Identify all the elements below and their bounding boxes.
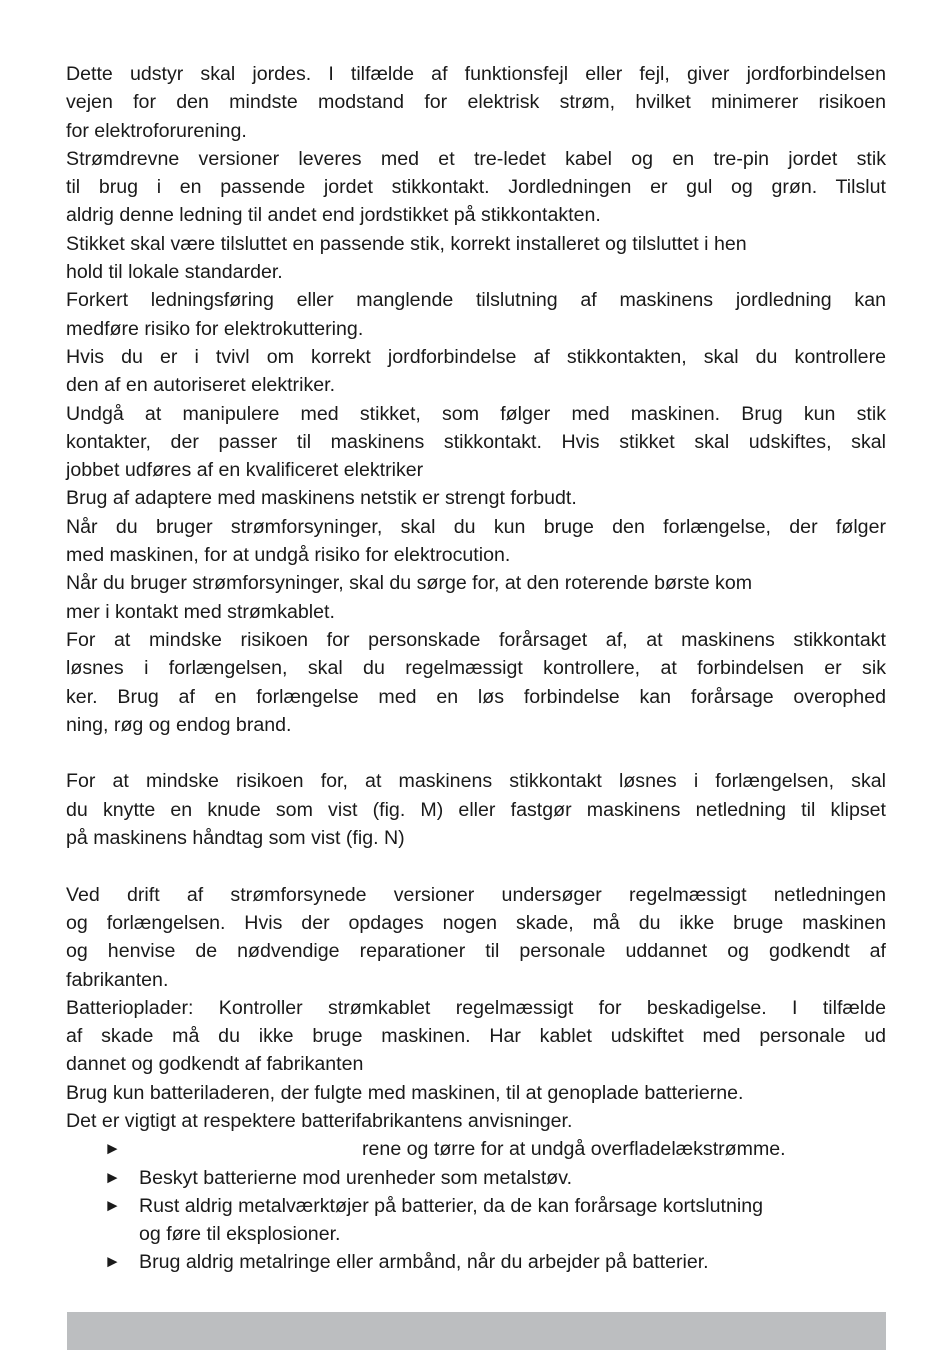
- text-line: Strømdrevne versioner leveres med et tre-ledet kabel og en tre-pin jordet stik: [66, 147, 886, 170]
- text-line: hold til lokale standarder.: [66, 261, 283, 284]
- text-line: dannet og godkendt af fabrikanten: [66, 1053, 364, 1076]
- text-line: vejen for den mindste modstand for elektrisk strøm, hvilket minimerer risikoen: [66, 91, 886, 114]
- paragraph-adapters: [66, 484, 886, 512]
- list-item-text: og føre til eksplosioner.: [139, 1223, 341, 1246]
- text-line: ker. Brug af en forlængelse med en løs forbindelse kan forårsage overophed: [66, 685, 886, 708]
- text-line: mer i kontakt med strømkablet.: [66, 600, 335, 623]
- footer-bar: [67, 1312, 886, 1350]
- list-item: [66, 1248, 886, 1276]
- text-line: på maskinens håndtag som vist (fig. N): [66, 827, 405, 850]
- manual-page: [66, 60, 886, 1277]
- triangle-bullet-icon: ►: [104, 1167, 121, 1187]
- list-item-continuation: [66, 1220, 886, 1248]
- paragraph-battery-charger: [66, 994, 886, 1079]
- paragraph-loose-connection: [66, 626, 886, 739]
- text-line: Forkert ledningsføring eller manglende tilslutning af maskinens jordledning kan: [66, 289, 886, 312]
- text-line: af skade må du ikke bruge maskinen. Har kablet udskiftet med personale ud: [66, 1025, 886, 1048]
- text-line: du knytte en knude som vist (fig. M) eller fastgør maskinens netledning til klipset: [66, 798, 886, 821]
- text-line: Når du bruger strømforsyninger, skal du kun bruge den forlængelse, der følger: [66, 515, 886, 538]
- list-item-text: Rust aldrig metalværktøjer på batterier, da de kan forårsage kortslutning: [139, 1194, 764, 1217]
- paragraph-wrong-wiring: [66, 286, 886, 343]
- text-line: For at mindske risikoen for, at maskinens stikkontakt løsnes i forlængelsen, skal: [66, 770, 886, 793]
- text-line: Dette udstyr skal jordes. I tilfælde af funktionsfejl eller fejl, giver jordforbindelsen: [66, 63, 886, 85]
- text-line: til brug i en passende jordet stikkontakt. Jordledningen er gul og grøn. Tilslut: [66, 176, 886, 199]
- text-line: Stikket skal være tilsluttet en passende stik, korrekt installeret og tilsluttet i hen: [66, 232, 747, 255]
- text-line: Det er vigtigt at respektere batterifabrikantens anvisninger.: [66, 1109, 573, 1132]
- text-line: fabrikanten.: [66, 968, 169, 991]
- list-item: [66, 1135, 886, 1163]
- paragraph-extension-cord: [66, 513, 886, 570]
- list-item-text: rene og tørre for at undgå overfladelækstrømme.: [362, 1138, 786, 1161]
- text-line: For at mindske risikoen for personskade forårsaget af, at maskinens stikkontakt: [66, 628, 886, 651]
- list-item-text: Brug aldrig metalringe eller armbånd, når du arbejder på batterier.: [139, 1251, 709, 1274]
- text-line: Brug kun batteriladeren, der fulgte med maskinen, til at genoplade batterierne.: [66, 1081, 744, 1104]
- text-line: Hvis du er i tvivl om korrekt jordforbindelse af stikkontakten, skal du kontrollere: [66, 345, 886, 368]
- paragraph-grounding: [66, 60, 886, 145]
- text-line: ning, røg og endog brand.: [66, 713, 292, 736]
- paragraph-plug-standards: [66, 230, 886, 287]
- paragraph-charger-usage: [66, 1079, 886, 1136]
- list-item: [66, 1192, 886, 1220]
- text-line: aldrig denne ledning til andet end jordstikket på stikkontakten.: [66, 204, 601, 227]
- text-line: Brug af adaptere med maskinens netstik er strengt forbudt.: [66, 487, 577, 510]
- text-line: med maskinen, for at undgå risiko for elektrocution.: [66, 544, 511, 567]
- triangle-bullet-icon: ►: [104, 1252, 121, 1272]
- text-line: kontakter, der passer til maskinens stikkontakt. Hvis stikket skal udskiftes, skal: [66, 430, 886, 453]
- text-line: Batterioplader: Kontroller strømkablet regelmæssigt for beskadigelse. I tilfælde: [66, 996, 886, 1019]
- paragraph-cord-inspection: [66, 881, 886, 994]
- text-line: den af en autoriseret elektriker.: [66, 374, 336, 397]
- text-line: Ved drift af strømforsynede versioner undersøger regelmæssigt netledningen: [66, 883, 886, 906]
- triangle-bullet-icon: ►: [104, 1195, 121, 1215]
- text-line: og forlængelsen. Hvis der opdages nogen skade, må du ikke bruge maskinen: [66, 911, 886, 934]
- paragraph-three-wire-cable: [66, 145, 886, 230]
- text-line: medføre risiko for elektrokuttering.: [66, 317, 364, 340]
- paragraph-electrician-check: [66, 343, 886, 400]
- paragraph-spacer: [66, 739, 886, 767]
- text-line: jobbet udføres af en kvalificeret elektriker: [66, 459, 424, 482]
- paragraph-knot-clip: [66, 767, 886, 852]
- text-line: Når du bruger strømforsyninger, skal du sørge for, at den roterende børste kom: [66, 572, 753, 595]
- text-line: Undgå at manipulere med stikket, som følger med maskinen. Brug kun stik: [66, 402, 886, 425]
- paragraph-plug-tampering: [66, 400, 886, 485]
- list-item-text: Beskyt batterierne mod urenheder som metalstøv.: [139, 1166, 573, 1189]
- paragraph-rotating-brush: [66, 569, 886, 626]
- text-line: og henvise de nødvendige reparationer til personale uddannet og godkendt af: [66, 940, 886, 963]
- list-item: [66, 1164, 886, 1192]
- battery-bullet-list: [66, 1135, 886, 1276]
- triangle-bullet-icon: ►: [104, 1139, 121, 1159]
- paragraph-spacer: [66, 852, 886, 880]
- text-line: for elektroforurening.: [66, 119, 247, 142]
- text-line: løsnes i forlængelsen, skal du regelmæssigt kontrollere, at forbindelsen er sik: [66, 657, 886, 680]
